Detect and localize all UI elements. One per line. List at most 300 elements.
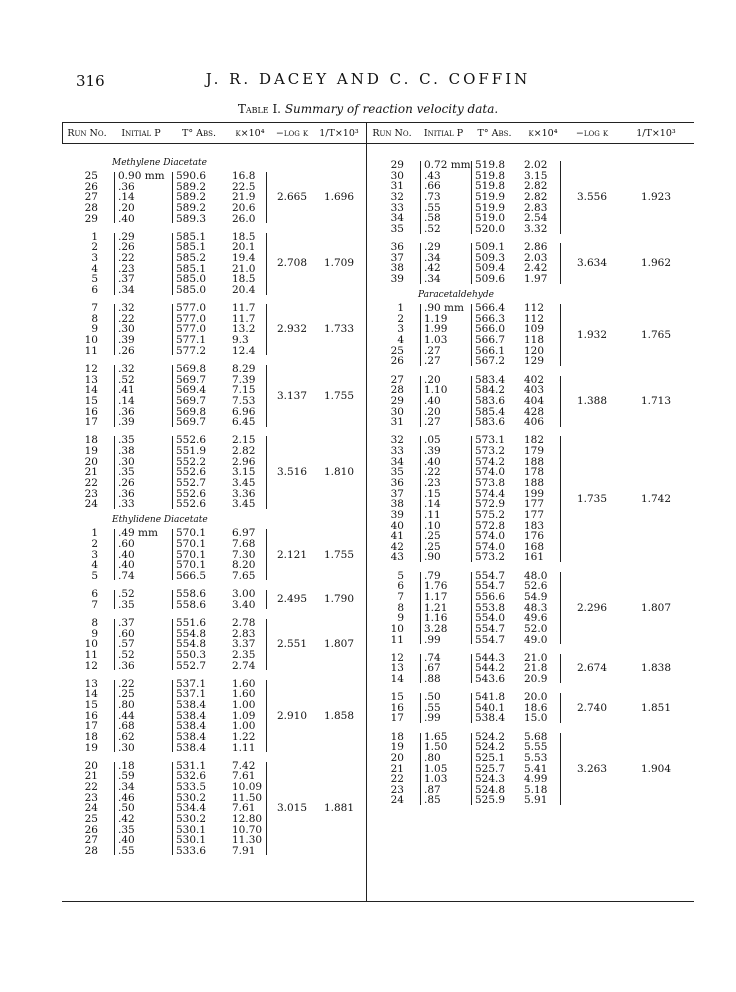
- run-number: 36: [390, 476, 404, 489]
- minus-log-k: 3.634: [576, 257, 608, 269]
- rate-constant: 7.61: [232, 802, 256, 815]
- rate-constant: 6.96: [232, 405, 256, 418]
- run-number: 28: [84, 202, 98, 214]
- run-number: 1: [91, 527, 98, 540]
- temperature-abs: 569.7: [176, 394, 207, 407]
- initial-pressure: .68: [118, 720, 135, 733]
- rate-constant: 19.4: [232, 252, 256, 265]
- temperature-abs: 575.2: [475, 508, 506, 521]
- run-number: 32: [390, 434, 404, 447]
- run-number: 35: [390, 466, 404, 479]
- rate-constant: 112: [524, 312, 545, 325]
- temperature-abs: 538.4: [176, 698, 207, 711]
- run-number: 7: [397, 590, 404, 603]
- rate-constant: 8.29: [232, 362, 256, 375]
- rate-constant: 15.0: [524, 712, 548, 725]
- temperature-abs: 553.8: [475, 601, 506, 614]
- run-number: 39: [390, 273, 404, 285]
- temperature-column-rule: [471, 161, 472, 234]
- temperature-abs: 537.1: [176, 688, 207, 701]
- temperature-abs: 538.4: [176, 720, 207, 733]
- initial-pressure: .14: [118, 191, 135, 204]
- temperature-abs: 583.6: [475, 416, 506, 429]
- run-number: 29: [390, 159, 404, 171]
- temperature-abs: 573.8: [475, 476, 506, 489]
- temperature-abs: 509.6: [475, 273, 506, 285]
- temperature-abs: 525.7: [475, 762, 506, 775]
- run-number: 10: [84, 638, 98, 651]
- temperature-abs: 570.1: [176, 527, 207, 540]
- rate-constant: 20.0: [524, 691, 548, 704]
- temperature-abs: 589.2: [176, 202, 207, 214]
- rate-constant: 2.42: [524, 262, 548, 275]
- initial-pressure: .23: [424, 476, 441, 489]
- run-number: 22: [84, 476, 98, 489]
- temperature-abs: 534.4: [176, 802, 207, 815]
- run-number: 43: [390, 551, 404, 564]
- initial-pressure: .55: [118, 844, 135, 857]
- rate-constant: 1.00: [232, 698, 256, 711]
- temperature-abs: 585.2: [176, 252, 207, 265]
- rate-constant: 10.09: [232, 781, 263, 793]
- temperature-abs: 566.5: [176, 569, 207, 582]
- group-bracket: [266, 304, 267, 355]
- run-number: 10: [84, 334, 98, 347]
- pressure-column-rule: [114, 172, 115, 223]
- rate-constant: 3.40: [232, 598, 256, 611]
- run-number: 18: [390, 730, 404, 743]
- initial-pressure: .26: [118, 476, 135, 489]
- temperature-abs: 554.8: [176, 627, 207, 640]
- temperature-abs: 540.1: [475, 701, 506, 714]
- rate-constant: 52.6: [524, 580, 548, 593]
- rate-constant: 403: [524, 384, 545, 397]
- rate-constant: 9.3: [232, 334, 249, 347]
- rate-constant: 3.15: [232, 466, 256, 479]
- rate-constant: 2.82: [524, 180, 548, 193]
- rate-constant: 2.03: [524, 251, 548, 264]
- column-header: T° Abs.: [477, 128, 512, 139]
- rate-constant: 3.36: [232, 487, 256, 500]
- temperature-column-rule: [471, 243, 472, 284]
- run-number: 2: [397, 312, 404, 325]
- temperature-column-rule: [172, 619, 173, 670]
- inverse-temperature: 1.838: [640, 662, 672, 675]
- temperature-abs: 573.1: [475, 434, 506, 447]
- rate-constant: 1.22: [232, 730, 256, 743]
- temperature-abs: 543.6: [475, 672, 506, 685]
- run-number: 8: [91, 312, 98, 325]
- run-number: 40: [390, 519, 404, 532]
- initial-pressure: .55: [424, 201, 441, 214]
- run-number: 34: [390, 212, 404, 225]
- rate-constant: 1.97: [524, 273, 548, 285]
- run-number: 13: [84, 677, 98, 690]
- initial-pressure: .22: [424, 466, 441, 479]
- temperature-abs: 577.2: [176, 344, 207, 357]
- rate-constant: 1.09: [232, 709, 256, 722]
- temperature-abs: 519.9: [475, 191, 506, 203]
- initial-pressure: .41: [118, 384, 135, 397]
- rate-constant: 3.00: [232, 588, 256, 601]
- initial-pressure: 1.99: [424, 323, 448, 336]
- initial-pressure: .57: [118, 638, 135, 651]
- group-bracket: [560, 304, 561, 366]
- run-number: 12: [84, 659, 98, 672]
- temperature-abs: 524.2: [475, 741, 506, 754]
- run-number: 42: [390, 540, 404, 553]
- minus-log-k: 2.121: [276, 548, 308, 561]
- run-number: 30: [390, 405, 404, 418]
- inverse-temperature: 1.765: [640, 328, 672, 341]
- run-number: 9: [91, 323, 98, 336]
- temperature-abs: 574.4: [475, 487, 506, 500]
- rate-constant: 177: [524, 508, 545, 521]
- initial-pressure: .50: [118, 802, 135, 815]
- run-number: 14: [84, 688, 98, 701]
- minus-log-k: 2.740: [576, 701, 608, 714]
- run-number: 15: [84, 394, 98, 407]
- initial-pressure: .30: [118, 455, 135, 468]
- run-number: 19: [84, 444, 98, 457]
- temperature-abs: 538.4: [176, 730, 207, 743]
- run-number: 19: [390, 741, 404, 754]
- run-number: 21: [84, 466, 98, 479]
- rate-constant: 129: [524, 355, 545, 368]
- rate-constant: 7.61: [232, 770, 256, 783]
- pressure-column-rule: [114, 233, 115, 295]
- initial-pressure: .42: [118, 812, 135, 825]
- run-number: 25: [84, 170, 98, 182]
- temperature-abs: 566.0: [475, 323, 506, 336]
- column-header: 1/T×10³: [319, 128, 359, 139]
- rate-constant: 18.5: [232, 273, 256, 286]
- temperature-abs: 583.6: [475, 394, 506, 407]
- run-number: 12: [84, 362, 98, 375]
- initial-pressure: .37: [118, 616, 135, 629]
- rate-constant: 176: [524, 530, 545, 543]
- temperature-abs: 519.8: [475, 159, 506, 171]
- rate-constant: 12.4: [232, 344, 256, 357]
- column-header: Initial P: [423, 128, 464, 139]
- initial-pressure: 0.90 mm: [118, 170, 165, 182]
- temperature-abs: 569.7: [176, 373, 207, 386]
- run-number: 23: [84, 791, 98, 804]
- temperature-abs: 525.1: [475, 751, 506, 764]
- initial-pressure: .62: [118, 730, 135, 743]
- temperature-abs: 554.7: [475, 622, 506, 635]
- initial-pressure: .36: [118, 405, 135, 418]
- run-number: 16: [390, 701, 404, 714]
- rate-constant: 2.83: [232, 627, 256, 640]
- initial-pressure: .26: [118, 344, 135, 357]
- run-number: 7: [91, 302, 98, 315]
- temperature-abs: 551.9: [176, 444, 207, 457]
- initial-pressure: .52: [424, 222, 441, 235]
- temperature-column-rule: [471, 376, 472, 427]
- temperature-abs: 574.2: [475, 455, 506, 468]
- temperature-abs: 552.2: [176, 455, 207, 468]
- rate-constant: 3.37: [232, 638, 256, 651]
- initial-pressure: .20: [424, 405, 441, 418]
- temperature-abs: 573.2: [475, 444, 506, 457]
- run-number: 14: [390, 672, 404, 685]
- group-bracket: [560, 693, 561, 723]
- rate-constant: 8.20: [232, 559, 256, 572]
- run-number: 17: [390, 712, 404, 725]
- inverse-temperature: 1.881: [323, 802, 355, 815]
- temperature-abs: 554.0: [475, 612, 506, 625]
- initial-pressure: .27: [424, 355, 441, 368]
- rate-constant: 3.45: [232, 476, 256, 489]
- initial-pressure: .35: [118, 598, 135, 611]
- run-number: 27: [84, 191, 98, 204]
- rate-constant: 11.7: [232, 302, 256, 315]
- rate-constant: 26.0: [232, 212, 256, 225]
- temperature-abs: 558.6: [176, 588, 207, 601]
- rate-constant: 49.6: [524, 612, 548, 625]
- temperature-abs: 569.7: [176, 416, 207, 429]
- initial-pressure: .90 mm: [424, 302, 464, 315]
- run-number: 26: [84, 823, 98, 836]
- rate-constant: 21.0: [524, 651, 548, 664]
- rate-constant: 2.02: [524, 159, 548, 171]
- minus-log-k: 2.495: [276, 593, 308, 606]
- rate-constant: 54.9: [524, 590, 548, 603]
- run-number: 8: [91, 616, 98, 629]
- temperature-abs: 569.8: [176, 362, 207, 375]
- run-number: 3: [397, 323, 404, 336]
- rate-constant: 199: [524, 487, 545, 500]
- run-number: 24: [84, 802, 98, 815]
- rate-constant: 2.78: [232, 616, 256, 629]
- temperature-abs: 550.3: [176, 648, 207, 661]
- section-title: Paracetaldehyde: [418, 290, 494, 301]
- initial-pressure: .23: [118, 262, 135, 275]
- rate-constant: 2.54: [524, 212, 548, 225]
- temperature-abs: 519.0: [475, 212, 506, 225]
- rate-constant: 7.68: [232, 538, 256, 550]
- caption-label: Table I.: [237, 102, 281, 116]
- rate-constant: 179: [524, 444, 545, 457]
- initial-pressure: .27: [424, 416, 441, 429]
- run-number: 22: [84, 781, 98, 793]
- initial-pressure: .22: [118, 677, 135, 690]
- temperature-column-rule: [471, 654, 472, 684]
- temperature-abs: 589.3: [176, 212, 207, 225]
- run-number: 25: [84, 812, 98, 825]
- rate-constant: 109: [524, 323, 545, 336]
- pressure-column-rule: [114, 619, 115, 670]
- group-bracket: [266, 590, 267, 609]
- run-number: 14: [84, 384, 98, 397]
- initial-pressure: .60: [118, 538, 135, 550]
- rate-constant: 2.74: [232, 659, 256, 672]
- temperature-column-rule: [172, 304, 173, 355]
- rate-constant: 4.99: [524, 773, 548, 786]
- initial-pressure: .10: [424, 519, 441, 532]
- initial-pressure: .44: [118, 709, 135, 722]
- temperature-abs: 566.3: [475, 312, 506, 325]
- run-number: 1: [91, 230, 98, 243]
- rate-constant: 22.5: [232, 180, 256, 193]
- temperature-abs: 574.0: [475, 540, 506, 553]
- rate-constant: 7.15: [232, 384, 256, 397]
- running-head: J. R. DACEY AND C. C. COFFIN: [205, 70, 531, 88]
- rate-constant: 168: [524, 540, 545, 553]
- inverse-temperature: 1.858: [323, 709, 355, 722]
- run-number: 6: [91, 284, 98, 296]
- temperature-abs: 584.2: [475, 384, 506, 397]
- temperature-abs: 585.0: [176, 284, 207, 296]
- pressure-column-rule: [420, 243, 421, 284]
- rate-constant: 7.30: [232, 548, 256, 561]
- rate-constant: 177: [524, 498, 545, 511]
- temperature-abs: 532.6: [176, 770, 207, 783]
- initial-pressure: .34: [118, 284, 135, 296]
- run-number: 10: [390, 622, 404, 635]
- temperature-column-rule: [471, 436, 472, 562]
- minus-log-k: 3.556: [576, 191, 608, 203]
- run-number: 11: [390, 633, 404, 646]
- temperature-column-rule: [172, 436, 173, 509]
- initial-pressure: .15: [424, 487, 441, 500]
- rate-constant: 2.15: [232, 434, 256, 447]
- temperature-abs: 520.0: [475, 222, 506, 235]
- temperature-abs: 567.2: [475, 355, 506, 368]
- temperature-abs: 573.2: [475, 551, 506, 564]
- initial-pressure: .74: [424, 651, 441, 664]
- run-number: 9: [91, 627, 98, 640]
- initial-pressure: .27: [424, 344, 441, 357]
- run-number: 13: [84, 373, 98, 386]
- temperature-abs: 509.3: [475, 251, 506, 264]
- temperature-abs: 538.4: [176, 741, 207, 754]
- run-number: 23: [84, 487, 98, 500]
- initial-pressure: 3.28: [424, 622, 448, 635]
- temperature-abs: 566.7: [475, 334, 506, 347]
- run-number: 33: [390, 201, 404, 214]
- pressure-column-rule: [420, 572, 421, 645]
- initial-pressure: .40: [424, 455, 441, 468]
- run-number: 2: [91, 538, 98, 550]
- temperature-abs: 524.2: [475, 730, 506, 743]
- temperature-abs: 583.4: [475, 373, 506, 386]
- run-number: 6: [397, 580, 404, 593]
- run-number: 33: [390, 444, 404, 457]
- initial-pressure: .40: [118, 559, 135, 572]
- inverse-temperature: 1.709: [323, 257, 355, 270]
- temperature-abs: 570.1: [176, 548, 207, 561]
- temperature-abs: 531.1: [176, 759, 207, 772]
- temperature-abs: 558.6: [176, 598, 207, 611]
- inverse-temperature: 1.851: [640, 701, 672, 714]
- inverse-temperature: 1.810: [323, 466, 355, 479]
- initial-pressure: 1.19: [424, 312, 448, 325]
- rate-constant: 7.91: [232, 844, 256, 857]
- temperature-column-rule: [471, 304, 472, 366]
- run-number: 39: [390, 508, 404, 521]
- initial-pressure: .18: [118, 759, 135, 772]
- run-number: 5: [91, 569, 98, 582]
- initial-pressure: .40: [118, 834, 135, 847]
- run-number: 19: [84, 741, 98, 754]
- run-number: 20: [84, 759, 98, 772]
- run-number: 35: [390, 222, 404, 235]
- run-number: 2: [91, 241, 98, 254]
- run-number: 31: [390, 416, 404, 429]
- run-number: 8: [397, 601, 404, 614]
- run-number: 7: [91, 598, 98, 611]
- rate-constant: 48.0: [524, 569, 548, 582]
- rate-constant: 161: [524, 551, 545, 564]
- group-bracket: [560, 376, 561, 427]
- temperature-abs: 519.8: [475, 169, 506, 182]
- rate-constant: 5.91: [524, 794, 548, 807]
- run-number: 34: [390, 455, 404, 468]
- run-number: 9: [397, 612, 404, 625]
- inverse-temperature: 1.733: [323, 323, 355, 336]
- temperature-abs: 556.6: [475, 590, 506, 603]
- column-header: Run No.: [67, 128, 107, 139]
- temperature-abs: 569.4: [176, 384, 207, 397]
- rate-constant: 20.4: [232, 284, 256, 296]
- rate-constant: 428: [524, 405, 545, 418]
- pressure-column-rule: [114, 590, 115, 609]
- page-number: 316: [76, 72, 105, 90]
- temperature-abs: 544.3: [475, 651, 506, 664]
- initial-pressure: .49 mm: [118, 527, 158, 540]
- initial-pressure: 1.17: [424, 590, 448, 603]
- run-number: 27: [84, 834, 98, 847]
- rate-constant: 118: [524, 334, 545, 347]
- rate-constant: 3.32: [524, 222, 548, 235]
- temperature-abs: 554.8: [176, 638, 207, 651]
- minus-log-k: 3.516: [276, 466, 308, 479]
- run-number: 17: [84, 416, 98, 429]
- rate-constant: 1.60: [232, 677, 256, 690]
- pressure-column-rule: [114, 365, 115, 427]
- pressure-column-rule: [420, 733, 421, 806]
- rate-constant: 3.15: [524, 169, 548, 182]
- temperature-abs: 574.0: [475, 466, 506, 479]
- temperature-abs: 551.6: [176, 616, 207, 629]
- group-bracket: [560, 654, 561, 684]
- minus-log-k: 3.137: [276, 389, 308, 402]
- rate-constant: 404: [524, 394, 545, 407]
- minus-log-k: 2.932: [276, 323, 308, 336]
- run-number: 18: [84, 730, 98, 743]
- table-bottom-rule: [62, 901, 694, 902]
- initial-pressure: .26: [118, 241, 135, 254]
- initial-pressure: .59: [118, 770, 135, 783]
- inverse-temperature: 1.755: [323, 389, 355, 402]
- temperature-abs: 524.3: [475, 773, 506, 786]
- temperature-abs: 572.9: [475, 498, 506, 511]
- run-number: 32: [390, 191, 404, 203]
- rate-constant: 21.8: [524, 662, 548, 675]
- inverse-temperature: 1.742: [640, 492, 672, 505]
- temperature-abs: 569.8: [176, 405, 207, 418]
- table-top-rule: [62, 122, 694, 123]
- minus-log-k: 1.388: [576, 394, 608, 407]
- group-bracket: [266, 529, 267, 580]
- temperature-abs: 519.8: [475, 180, 506, 193]
- table-header-rule: [62, 143, 694, 144]
- initial-pressure: .40: [118, 212, 135, 225]
- temperature-abs: 537.1: [176, 677, 207, 690]
- initial-pressure: .05: [424, 434, 441, 447]
